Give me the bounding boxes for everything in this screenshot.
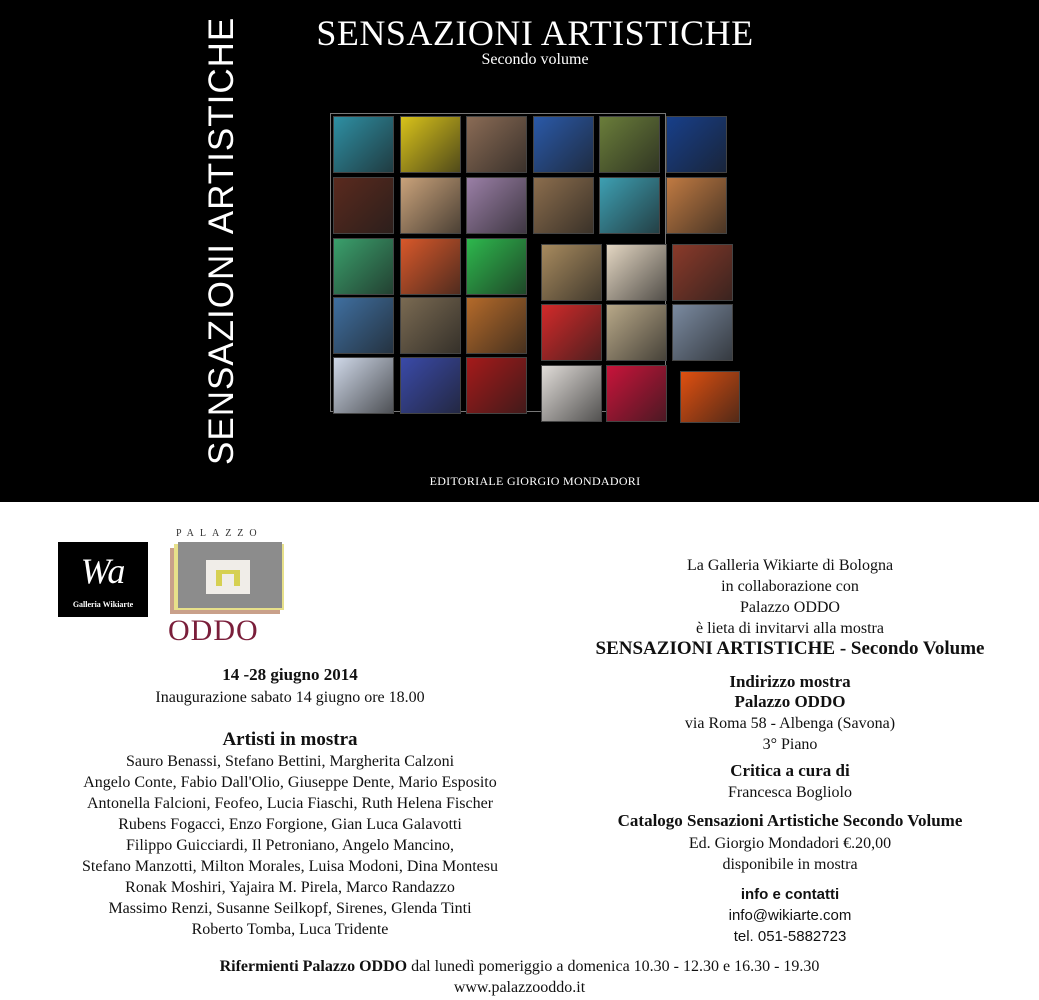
- catalog-availability: disponibile in mostra: [722, 856, 858, 873]
- artwork-thumbnail: [606, 244, 667, 301]
- critic-heading: Critica a cura di: [730, 761, 850, 780]
- address-heading: Indirizzo mostra: [729, 672, 851, 691]
- intro-line: in collaborazione con: [721, 578, 859, 595]
- artwork-thumbnail: [599, 116, 660, 173]
- contacts-email[interactable]: info@wikiarte.com: [728, 907, 852, 924]
- artwork-thumbnail: [541, 365, 602, 422]
- artist-line: Rubens Fogacci, Enzo Forgione, Gian Luca Galavotti: [118, 816, 462, 833]
- artwork-thumbnail: [533, 116, 594, 173]
- artwork-thumbnail: [541, 304, 602, 361]
- wikiarte-mark: Wa: [80, 551, 126, 591]
- artwork-thumbnail: [666, 177, 727, 234]
- catalog-heading: Catalogo Sensazioni Artistiche Secondo Volume: [617, 811, 963, 830]
- contacts-phone: tel. 051-5882723: [733, 928, 847, 945]
- contacts-heading: info e contatti: [740, 886, 840, 903]
- critic-name: Francesca Bogliolo: [728, 784, 852, 801]
- intro-line: Palazzo ODDO: [740, 599, 840, 616]
- publisher-label: EDITORIALE GIORGIO MONDADORI: [429, 474, 641, 488]
- artwork-thumbnail: [466, 116, 527, 173]
- address-street: via Roma 58 - Albenga (Savona): [684, 715, 896, 732]
- artwork-thumbnail: [606, 304, 667, 361]
- exhibition-dates: 14 -28 giugno 2014: [222, 665, 358, 684]
- artist-line: Filippo Guicciardi, Il Petroniano, Angelo Mancino,: [126, 837, 454, 854]
- spine-title: SENSAZIONI ARTISTICHE: [202, 16, 241, 465]
- artist-line: Sauro Benassi, Stefano Bettini, Margherita Calzoni: [125, 753, 455, 770]
- address-floor: 3° Piano: [762, 736, 818, 753]
- catalog-publisher: Ed. Giorgio Mondadori €.20,00: [688, 835, 892, 852]
- wikiarte-logo-label: Galleria Wikiarte: [72, 600, 134, 609]
- artwork-thumbnail: [680, 371, 740, 423]
- artwork-thumbnail: [400, 177, 461, 234]
- artwork-thumbnail: [400, 116, 461, 173]
- artwork-thumbnail: [672, 304, 733, 361]
- address-venue: Palazzo ODDO: [734, 692, 846, 711]
- palazzo-oddo-logo: [168, 528, 293, 647]
- artwork-thumbnail: [466, 357, 527, 414]
- opening-info: Inaugurazione sabato 14 giugno ore 18.00: [155, 689, 425, 706]
- artwork-thumbnail: [541, 244, 602, 301]
- artwork-thumbnail: [672, 244, 733, 301]
- artwork-thumbnail: [400, 238, 461, 295]
- artwork-thumbnail: [333, 177, 394, 234]
- artwork-thumbnail: [666, 116, 727, 173]
- artwork-thumbnail: [599, 177, 660, 234]
- artwork-thumbnail: [466, 297, 527, 354]
- opening-hours-text: dal lunedì pomeriggio a domenica 10.30 - 12.30 e 16.30 - 19.30: [407, 958, 820, 975]
- cover-subtitle: Secondo volume: [481, 51, 589, 68]
- opening-hours-label: Rifermienti Palazzo ODDO: [219, 958, 408, 975]
- artwork-thumbnail: [400, 357, 461, 414]
- intro-line: La Galleria Wikiarte di Bologna: [686, 557, 894, 574]
- cover-title: SENSAZIONI ARTISTICHE: [316, 13, 754, 53]
- artist-line: Ronak Moshiri, Yajaira M. Pirela, Marco Randazzo: [125, 879, 455, 896]
- artist-line: Stefano Manzotti, Milton Morales, Luisa Modoni, Dina Montesu: [82, 858, 498, 875]
- website-link[interactable]: www.palazzooddo.it: [453, 979, 586, 996]
- artwork-thumbnail: [333, 297, 394, 354]
- artwork-thumbnail: [333, 357, 394, 414]
- wikiarte-logo: [58, 542, 148, 617]
- opening-hours: [0, 956, 1039, 977]
- artist-line: Massimo Renzi, Susanne Seilkopf, Sirenes, Glenda Tinti: [108, 900, 472, 917]
- exhibition-title: SENSAZIONI ARTISTICHE - Secondo Volume: [595, 638, 985, 659]
- oddo-logo-word: ODDO: [168, 614, 259, 647]
- artist-line: Antonella Falcioni, Feofeo, Lucia Fiaschi, Ruth Helena Fischer: [86, 795, 494, 812]
- artwork-thumbnail: [400, 297, 461, 354]
- artist-line: Angelo Conte, Fabio Dall'Olio, Giuseppe Dente, Mario Esposito: [83, 774, 497, 791]
- artwork-thumbnail: [333, 238, 394, 295]
- artwork-thumbnail: [333, 116, 394, 173]
- intro-line: è lieta di invitarvi alla mostra: [696, 620, 884, 637]
- palazzo-logo-word: PALAZZO: [176, 528, 263, 539]
- artwork-thumbnail: [533, 177, 594, 234]
- artist-line: Roberto Tomba, Luca Tridente: [191, 921, 389, 938]
- artwork-thumbnail: [466, 238, 527, 295]
- artists-heading: Artisti in mostra: [222, 729, 358, 750]
- artwork-thumbnail: [466, 177, 527, 234]
- artwork-thumbnail: [606, 365, 667, 422]
